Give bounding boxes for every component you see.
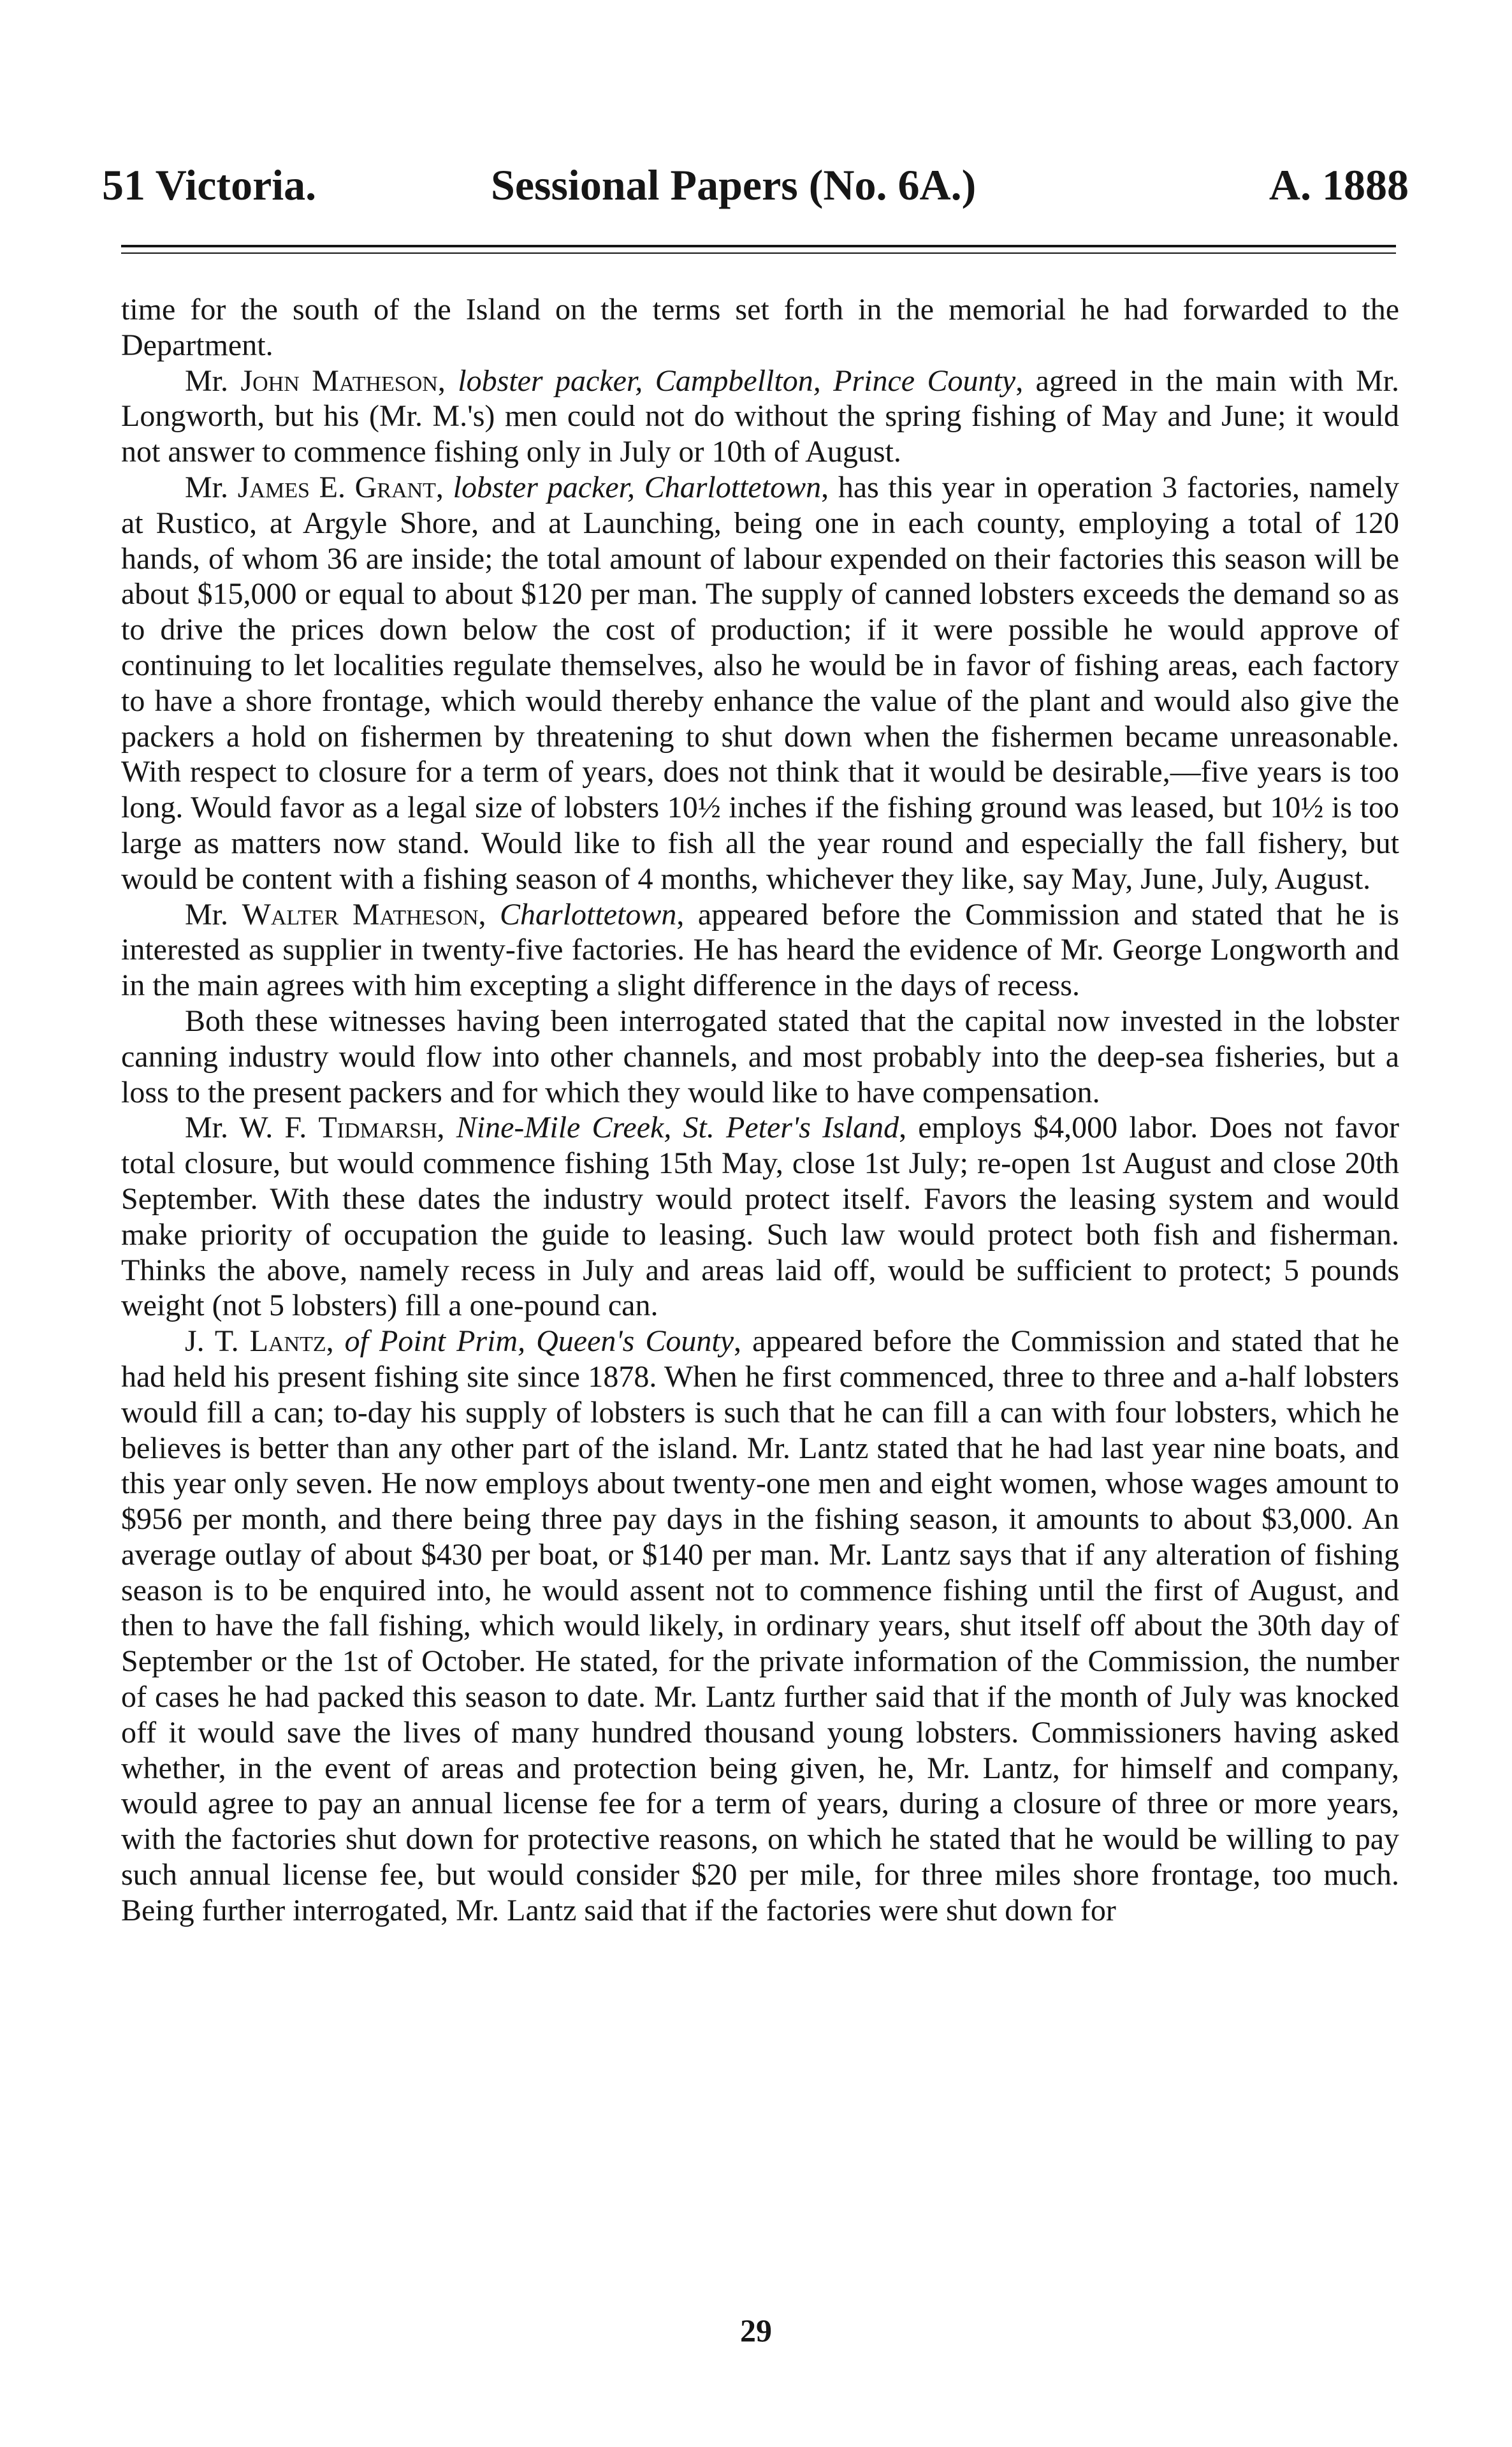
paragraph (121, 363, 1399, 470)
paragraph-text: , (435, 470, 453, 504)
body-text (121, 292, 1399, 1929)
paragraph-text: , (326, 1324, 345, 1359)
paragraph-text: , (478, 897, 500, 931)
witness-description: lobster packer, Campbellton, Prince County (458, 363, 1016, 398)
paragraph-text: , (437, 1111, 456, 1145)
paragraph-text: , (437, 363, 458, 398)
paragraph (121, 292, 1399, 363)
paragraph-text: Mr. (185, 897, 242, 931)
paragraph-text: Both these witnesses having been interrogated stated that the capital now invested in the lobster canning industry would flow into other channels, and most probably into the deep-sea fisheries, but a loss to the present packers and for which they would like to have compensation. (121, 1004, 1399, 1109)
witness-name: Lantz (249, 1324, 326, 1359)
header-series: A. 1888 (1268, 161, 1409, 209)
page-number: 29 (740, 2312, 772, 2348)
witness-name: James E. Grant (237, 470, 436, 504)
paragraph-text: , has this year in operation 3 factories, namely at Rustico, at Argyle Shore, and at Launching, being one in each county, employing a total of 120 hands, of whom 36 are inside; the total amount of labour expended on their factories this season will be about $15,000 or equal to about $120 per man. The supply of canned lobsters exceeds the demand so as to drive the prices down below the cost of production; if it were possible he would approve of continuing to let localities regulate themselves, also he would be in favor of fishing areas, each factory to have a shore frontage, which would thereby enhance the value of the plant and would also give the packers a hold on fishermen by threatening to shut down when the fishermen became unreasonable. With respect to closure for a term of years, does not think that it would be desirable,—five years is too long. Would favor as a legal size of lobsters 10½ inches if the fishing ground was leased, but 10½ is too large as matters now stand. Would like to fish all the year round and especially the fall fishery, but would be content with a fishing season of 4 months, whichever they like, say May, June, July, August. (121, 470, 1399, 896)
paragraph-text: , appeared before the Commission and stated that he is interested as supplier in twenty-five factories. He has heard the evidence of Mr. George Longworth and in the main agrees with him excepting a slight difference in the days of recess. (121, 897, 1400, 1003)
paragraph-text: Mr. W. F. (185, 1111, 319, 1145)
paragraph-text: Mr. (185, 363, 241, 398)
paragraph (121, 1110, 1399, 1324)
witness-name: Tidmarsh (318, 1111, 437, 1145)
paragraph-text: J. T. (185, 1324, 250, 1359)
paragraph-text: Mr. (185, 470, 238, 504)
header-rule-thick (121, 245, 1396, 247)
header-title: Sessional Papers (No. 6A.) (491, 161, 977, 209)
paragraph-text: , appeared before the Commission and stated that he had held his present fishing site since 1878. When he first commenced, three to three and a-half lobsters would fill a can; to-day his supply of lobsters is such that he can fill a can with four lobsters, which he believes is better than any other part of the island. Mr. Lantz stated that he had last year nine boats, and this year only seven. He now employs about twenty-one men and eight women, whose wages amount to $956 per month, and there being three pay days in the fishing season, it amounts to about $3,000. An average outlay of about $430 per boat, or $140 per man. Mr. Lantz says that if any alteration of fishing season is to be enquired into, he would assent not to commence fishing until the first of August, and then to have the fall fishing, which would likely, in ordinary years, shut itself off about the 30th day of September or the 1st of October. He stated, for the private information of the Commission, the number of cases he had packed this season to date. Mr. Lantz further said that if the month of July was knocked off it would save the lives of many hundred thousand young lobsters. Commissioners having asked whether, in the event of areas and protection being given, he, Mr. Lantz, for himself and company, would agree to pay an annual license fee for a term of years, during a closure of three or more years, with the factories shut down for protective reasons, on which he stated that he would be willing to pay such annual license fee, but would consider $20 per mile, for three miles shore frontage, too much. Being further interrogated, Mr. Lantz said that if the factories were shut down for (121, 1324, 1400, 1927)
paragraph (121, 1324, 1399, 1929)
running-header (102, 159, 1409, 210)
witness-description: Charlottetown (500, 897, 677, 931)
paragraph (121, 470, 1399, 897)
witness-name: John Matheson (240, 363, 438, 398)
header-volume: 51 Victoria. (102, 161, 317, 209)
witness-description: Nine-Mile Creek, St. Peter's Island (456, 1111, 899, 1145)
paragraph-text: , employs $4,000 labor. Does not favor total closure, but would commence fishing 15th May, close 1st July; re-open 1st August and close 20th September. With these dates the industry would protect itself. Favors the leasing system and would make priority of occupation the guide to leasing. Such law would protect both fish and fisherman. Thinks the above, namely recess in July and areas laid off, would be sufficient to protect; 5 pounds weight (not 5 lobsters) fill a one-pound can. (121, 1111, 1400, 1323)
witness-description: of Point Prim, Queen's County (344, 1324, 734, 1359)
paragraph (121, 897, 1399, 1004)
header-rule-thin (121, 252, 1396, 254)
witness-name: Walter Matheson (242, 897, 479, 931)
paragraph-text: , agreed in the main with Mr. Longworth, but his (Mr. M.'s) men could not do without the spring fishing of May and June; it would not answer to commence fishing only in July or 10th of August. (121, 363, 1400, 469)
witness-description: lobster packer, Charlottetown (453, 470, 822, 504)
paragraph (121, 1004, 1399, 1110)
paragraph-text: time for the south of the Island on the terms set forth in the memorial he had forwarded to the Department. (121, 293, 1399, 362)
